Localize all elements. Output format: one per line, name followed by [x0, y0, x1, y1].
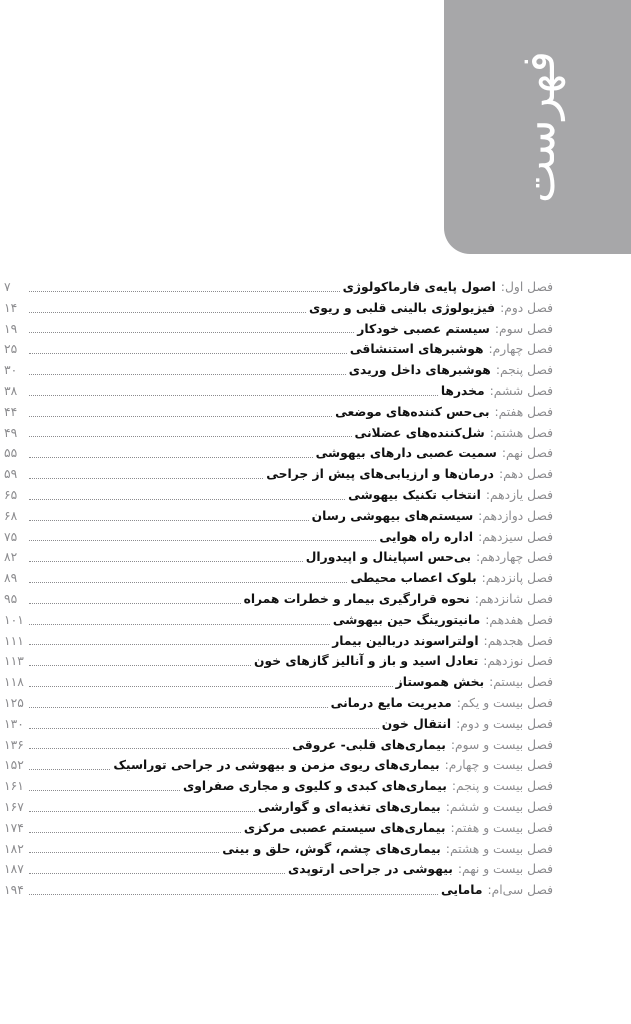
chapter-title: بی‌حس کننده‌های موضعی — [335, 404, 490, 419]
chapter-title: سیستم عصبی خودکار — [357, 321, 490, 336]
chapter-label: فصل پنجم: — [495, 363, 553, 378]
chapter-title: مامایی — [440, 883, 483, 898]
chapter-title: اصول پایه‌ی فارماکولوژی — [342, 280, 496, 294]
page-number: ۱۱۸ — [4, 675, 24, 690]
chapter-title: بیماری‌های تغذیه‌ای و گوارشی — [258, 799, 441, 814]
dot-leader — [29, 831, 241, 833]
toc-entry — [4, 839, 553, 860]
dot-leader — [29, 581, 347, 583]
page-number: ۷ — [4, 280, 11, 294]
dot-leader — [29, 789, 180, 791]
page-number: ۲۵ — [4, 342, 18, 357]
chapter-label: فصل اول: — [500, 280, 553, 294]
page-number: ۵۹ — [4, 467, 18, 482]
chapter-title: بیهوشی در جراحی ارتوپدی — [288, 862, 453, 877]
chapter-label: فصل هفدهم: — [485, 612, 553, 627]
chapter-title: درمان‌ها و ارزیابی‌های پیش از جراحی — [266, 467, 494, 482]
toc-entry — [4, 319, 553, 340]
chapter-title: بیماری‌های قلبی- عروقی — [292, 737, 446, 752]
chapter-label: فصل بیست و نهم: — [457, 862, 553, 877]
toc-entry — [4, 714, 553, 735]
page-number: ۶۵ — [4, 487, 18, 502]
chapter-label: فصل شانزدهم: — [474, 591, 553, 606]
chapter-title: بیماری‌های سیستم عصبی مرکزی — [243, 820, 446, 835]
page-number: ۱۸۷ — [4, 862, 24, 877]
dot-leader — [29, 727, 379, 729]
page-number: ۱۶۱ — [4, 779, 24, 794]
dot-leader — [29, 602, 241, 604]
chapter-title: هوشبرهای استنشاقی — [349, 342, 484, 357]
chapter-label: فصل بیست و سوم: — [450, 737, 553, 752]
chapter-title: هوشبرهای داخل وریدی — [348, 363, 491, 378]
page-number: ۹۵ — [4, 591, 18, 606]
page-number: ۱۵۲ — [4, 758, 24, 773]
chapter-label: فصل سی‌ام: — [487, 883, 553, 898]
chapter-label: فصل بیست و پنجم: — [451, 779, 553, 794]
dot-leader — [29, 477, 263, 479]
page-number: ۱۷۴ — [4, 820, 24, 835]
dot-leader — [29, 311, 306, 313]
chapter-label: فصل هشتم: — [489, 425, 553, 440]
toc-entry — [4, 547, 553, 568]
dot-leader — [29, 747, 289, 749]
page-title: فهرست — [510, 50, 565, 204]
chapter-title: تعادل اسید و باز و آنالیز گازهای خون — [254, 654, 479, 669]
dot-leader — [29, 851, 219, 853]
page-number: ۱۰۱ — [4, 612, 24, 627]
chapter-title: انتخاب تکنیک بیهوشی — [348, 487, 481, 502]
chapter-title: شل‌کننده‌های عضلانی — [354, 425, 485, 440]
chapter-label: فصل بیست و هفتم: — [450, 820, 553, 835]
toc-entry — [4, 298, 553, 319]
toc-entry — [4, 506, 553, 527]
toc-entry — [4, 589, 553, 610]
page-number: ۱۳۶ — [4, 737, 24, 752]
chapter-label: فصل بیست و یکم: — [456, 695, 553, 710]
toc-entry — [4, 818, 553, 839]
page-number: ۴۹ — [4, 425, 18, 440]
toc-entry — [4, 277, 553, 298]
header-tab — [444, 0, 631, 254]
dot-leader — [29, 664, 251, 666]
page-number: ۶۸ — [4, 508, 18, 523]
toc-entry — [4, 443, 553, 464]
toc-entry — [4, 485, 553, 506]
dot-leader — [29, 685, 393, 687]
dot-leader — [29, 435, 352, 437]
page-number: ۱۲۵ — [4, 695, 24, 710]
table-of-contents — [4, 277, 553, 901]
page-number: ۳۰ — [4, 363, 18, 378]
dot-leader — [29, 394, 438, 396]
toc-entry — [4, 610, 553, 631]
dot-leader — [29, 810, 255, 812]
page-number: ۷۵ — [4, 529, 18, 544]
page-number: ۴۴ — [4, 404, 18, 419]
chapter-label: فصل چهارم: — [488, 342, 553, 357]
dot-leader — [29, 643, 329, 645]
dot-leader — [29, 893, 438, 895]
toc-entry — [4, 402, 553, 423]
toc-entry — [4, 755, 553, 776]
chapter-title: مدیریت مایع درمانی — [330, 695, 452, 710]
chapter-title: اولتراسوند دربالین بیمار — [332, 633, 479, 648]
chapter-label: فصل دوازدهم: — [478, 508, 553, 523]
chapter-title: نحوه قرارگیری بیمار و خطرات همراه — [243, 591, 470, 606]
toc-entry — [4, 776, 553, 797]
toc-entry — [4, 735, 553, 756]
chapter-label: فصل سوم: — [494, 321, 553, 336]
chapter-title: بی‌حس اسپاینال و اپیدورال — [305, 550, 471, 565]
chapter-title: سمیت عصبی دارهای بیهوشی — [315, 446, 497, 461]
page-number: ۱۸۲ — [4, 841, 24, 856]
toc-entry — [4, 880, 553, 901]
chapter-label: فصل چهاردهم: — [475, 550, 553, 565]
toc-entry — [4, 360, 553, 381]
chapter-label: فصل بیست و چهارم: — [444, 758, 553, 773]
page-number: ۸۲ — [4, 550, 18, 565]
chapter-label: فصل هجدهم: — [483, 633, 553, 648]
chapter-label: فصل بیستم: — [489, 675, 553, 690]
chapter-title: بیماری‌های ریوی مزمن و بیهوشی در جراحی توراسیک — [113, 758, 440, 773]
chapter-title: مخدرها — [440, 383, 485, 398]
dot-leader — [29, 415, 332, 417]
toc-entry — [4, 859, 553, 880]
dot-leader — [29, 560, 303, 562]
chapter-title: اداره راه هوایی — [379, 529, 474, 544]
chapter-label: فصل یازدهم: — [485, 487, 553, 502]
chapter-title: مانیتورینگ حین بیهوشی — [332, 612, 481, 627]
page-number: ۱۱۳ — [4, 654, 24, 669]
dot-leader — [29, 498, 345, 500]
chapter-label: فصل بیست و هشتم: — [445, 841, 553, 856]
toc-entry — [4, 381, 553, 402]
dot-leader — [29, 331, 354, 333]
chapter-title: انتقال خون — [381, 716, 452, 731]
dot-leader — [29, 519, 309, 521]
dot-leader — [29, 373, 346, 375]
page-number: ۸۹ — [4, 571, 18, 586]
dot-leader — [29, 352, 347, 354]
chapter-label: فصل ششم: — [489, 383, 553, 398]
chapter-title: سیستم‌های بیهوشی رسان — [311, 508, 474, 523]
page-number: ۱۹ — [4, 321, 18, 336]
dot-leader — [29, 539, 376, 541]
toc-entry — [4, 568, 553, 589]
chapter-title: بلوک اعصاب محیطی — [350, 571, 477, 586]
dot-leader — [29, 768, 110, 770]
dot-leader — [29, 290, 340, 292]
toc-entry — [4, 651, 553, 672]
toc-entry — [4, 339, 553, 360]
toc-entry — [4, 464, 553, 485]
chapter-label: فصل دهم: — [498, 467, 553, 482]
page-number: ۱۳۰ — [4, 716, 24, 731]
dot-leader — [29, 623, 330, 625]
dot-leader — [29, 872, 285, 874]
chapter-label: فصل هفتم: — [494, 404, 553, 419]
page-number: ۳۸ — [4, 383, 18, 398]
page-number: ۱۱۱ — [4, 633, 24, 648]
chapter-title: بیماری‌های چشم، گوش، حلق و بینی — [222, 841, 441, 856]
dot-leader — [29, 456, 313, 458]
chapter-title: بیماری‌های کبدی و کلیوی و مجاری صفراوی — [182, 779, 447, 794]
chapter-label: فصل سیزدهم: — [478, 529, 553, 544]
toc-entry — [4, 672, 553, 693]
dot-leader — [29, 706, 328, 708]
page-number: ۱۴ — [4, 300, 18, 315]
chapter-label: فصل نهم: — [501, 446, 553, 461]
chapter-title: بخش هموستاز — [395, 675, 485, 690]
chapter-title: فیزیولوژی بالینی قلبی و ریوی — [309, 300, 496, 315]
toc-entry — [4, 423, 553, 444]
chapter-label: فصل بیست و ششم: — [445, 799, 553, 814]
toc-entry — [4, 631, 553, 652]
page-number: ۱۶۷ — [4, 799, 24, 814]
page-number: ۵۵ — [4, 446, 18, 461]
chapter-label: فصل نوزدهم: — [483, 654, 553, 669]
page-number: ۱۹۴ — [4, 883, 24, 898]
toc-entry — [4, 693, 553, 714]
chapter-label: فصل بیست و دوم: — [456, 716, 553, 731]
chapter-label: فصل پانزدهم: — [481, 571, 553, 586]
chapter-label: فصل دوم: — [500, 300, 553, 315]
toc-entry — [4, 527, 553, 548]
toc-entry — [4, 797, 553, 818]
